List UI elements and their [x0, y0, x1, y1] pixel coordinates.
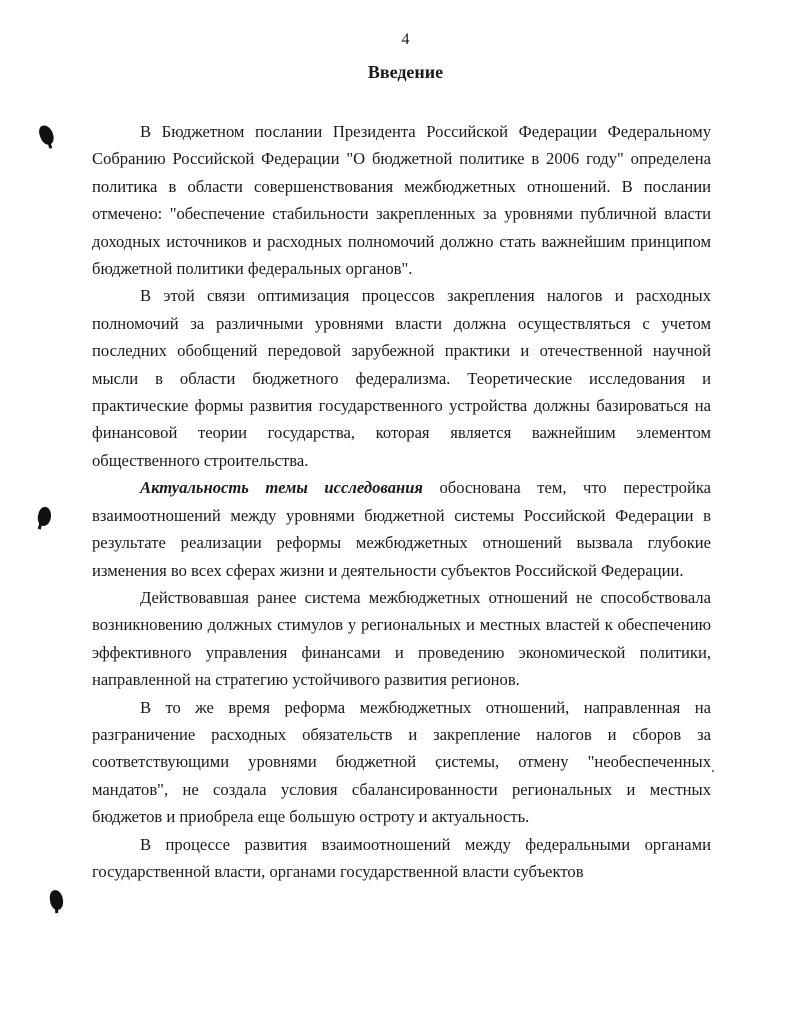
speck-mark	[712, 770, 714, 772]
ink-blot-mark	[36, 506, 53, 528]
paragraph-4: Действовавшая ранее система межбюджетных отношений не способствовала возникновению должных стимулов у региональных и местных властей к обеспечению эффективного управления финансами и проведению экономической политики, направленной на стратегию устойчивого развития регионов.	[92, 587, 711, 690]
paragraph-3-text: обоснована тем, что перестройка взаимоотношений между уровнями бюджетной системы Российской Федерации в результате реализации реформы межбюджетных отношений вызвала глубокие изменения во всех сферах жизни и деятельности субъектов Российской Федерации.	[92, 478, 711, 580]
paragraph-2: В этой связи оптимизация процессов закрепления налогов и расходных полномочий за различными уровнями власти должна осуществляться с учетом последних обобщений передовой зарубежной практики и отечественной научной мысли в области бюджетного федерализма. Теоретические исследования и практические формы развития государственного устройства должны базироваться на финансовой теории государства, которая является важнейшим элементом общественного строительства.	[92, 286, 711, 470]
ink-blot-mark	[49, 889, 64, 910]
paragraph-1: В Бюджетном послании Президента Российской Федерации Федеральному Собранию Российской Федерации "О бюджетной политике в 2006 году" определена политика в области совершенствования межбюджетных отношений. В послании отмечено: "обеспечение стабильности закрепленных за уровнями публичной власти доходных источников и расходных полномочий должно стать важнейшим принципом бюджетной политики федеральных органов".	[92, 122, 711, 279]
emphasized-lead: Актуальность темы исследования	[140, 478, 423, 498]
body-text	[92, 118, 711, 885]
page-title: Введение	[367, 62, 444, 82]
paragraph-3	[92, 474, 711, 584]
page-number: 4	[401, 31, 410, 48]
ink-blot-mark	[37, 123, 56, 146]
paragraph-6: В процессе развития взаимоотношений между федеральными органами государственной власти, органами государственной власти субъектов	[92, 834, 711, 881]
paragraph-5: В то же время реформа межбюджетных отношений, направленная на разграничение расходных обязательств и закрепление налогов и сборов за соответствующими уровнями бюджетной системы, отмену "необеспеченных мандатов", не создала условия сбалансированности региональных и местных бюджетов и приобрела еще большую остроту и актуальность.	[92, 697, 711, 827]
